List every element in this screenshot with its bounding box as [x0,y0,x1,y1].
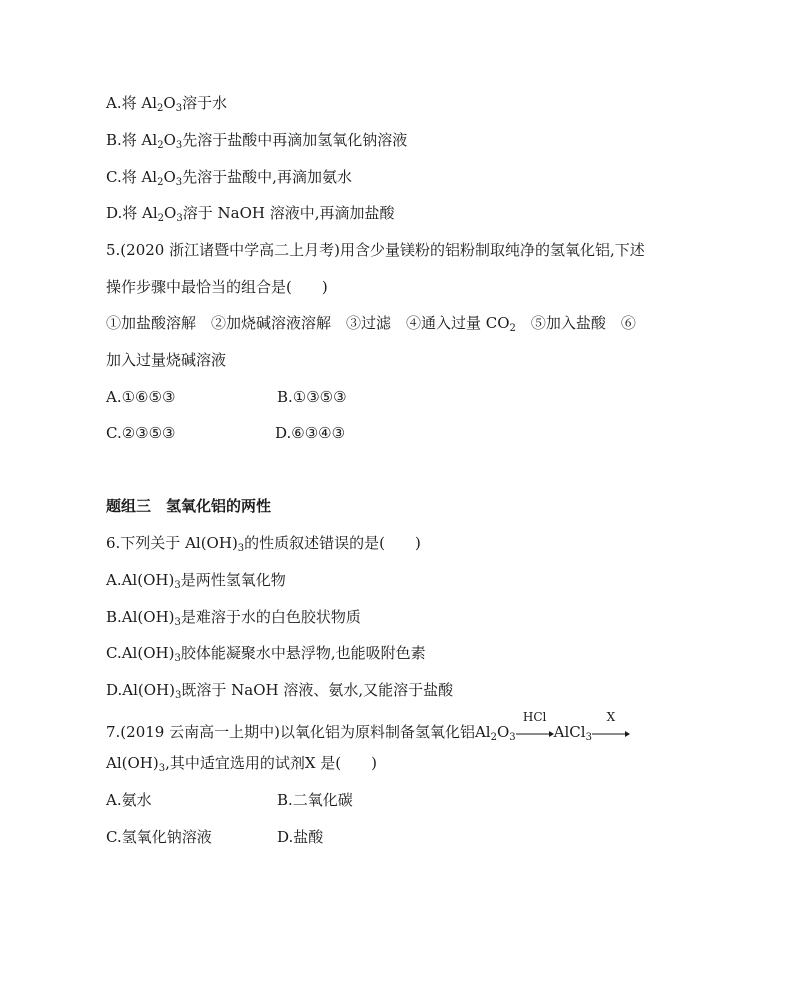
q5-option-c: C.②③⑤③ [106,424,176,442]
q5-stem-line2: 操作步骤中最恰当的组合是( ) [106,278,328,296]
q4-option-b: B.将 $Al_2O_3$先溶于盐酸中再滴加氢氧化钠溶液 [106,131,408,151]
q7-stem-line1: 7.(2019 云南高一上期中)以氧化铝为原料制备氢氧化铝$Al_2O_3$ HCl AlCl$_3$ X [106,722,630,743]
reaction-arrow-hcl: HCl [516,723,554,743]
q6-option-b: $B.Al(OH)_3$是难溶于水的白色胶状物质 [106,608,361,628]
q7-stem-line2: $Al(OH)_3$,其中适宜选用的试剂X 是( ) [106,754,378,774]
q7-option-a: A.氨水 [106,791,152,809]
q5-steps-line1: ①加盐酸溶解 ②加烧碱溶液溶解 ③过滤 ④通入过量 $CO_2$ ⑤加入盐酸 ⑥ [106,314,636,334]
q4-option-a: A.将 $Al_2O_3$溶于水 [106,94,228,114]
section-heading: 题组三 氢氧化铝的两性 [106,497,272,515]
q4-option-c: C.将 $Al_2O_3$先溶于盐酸中,再滴加氨水 [106,168,352,188]
q7-option-d: D.盐酸 [277,828,324,846]
q6-option-a: $A.Al(OH)_3$是两性氢氧化物 [106,571,286,591]
q4-option-d: D.将 $Al_2O_3$溶于 NaOH 溶液中,再滴加盐酸 [106,204,395,224]
arrow-right-icon [592,731,630,737]
q5-steps-line2: 加入过量烧碱溶液 [106,351,227,369]
q7-option-c: C.氢氧化钠溶液 [106,828,212,846]
q6-option-d: $D.Al(OH)_3$既溶于 NaOH 溶液、氨水,又能溶于盐酸 [106,681,454,701]
q5-option-b: B.①③⑤③ [277,388,347,406]
arrow-right-icon [516,731,554,737]
q5-option-a: A.①⑥⑤③ [106,388,176,406]
q5-option-d: D.⑥③④③ [275,424,346,442]
reaction-arrow-x: X [592,723,630,743]
q6-option-c: $C.Al(OH)_3$胶体能凝聚水中悬浮物,也能吸附色素 [106,644,426,664]
q5-stem-line1: 5.(2020 浙江诸暨中学高二上月考)用含少量镁粉的铝粉制取纯净的氢氧化铝,下述 [106,241,645,259]
q7-option-b: B.二氧化碳 [277,791,353,809]
q6-stem: 6.下列关于 $Al(OH)_3$的性质叙述错误的是( ) [106,534,421,554]
